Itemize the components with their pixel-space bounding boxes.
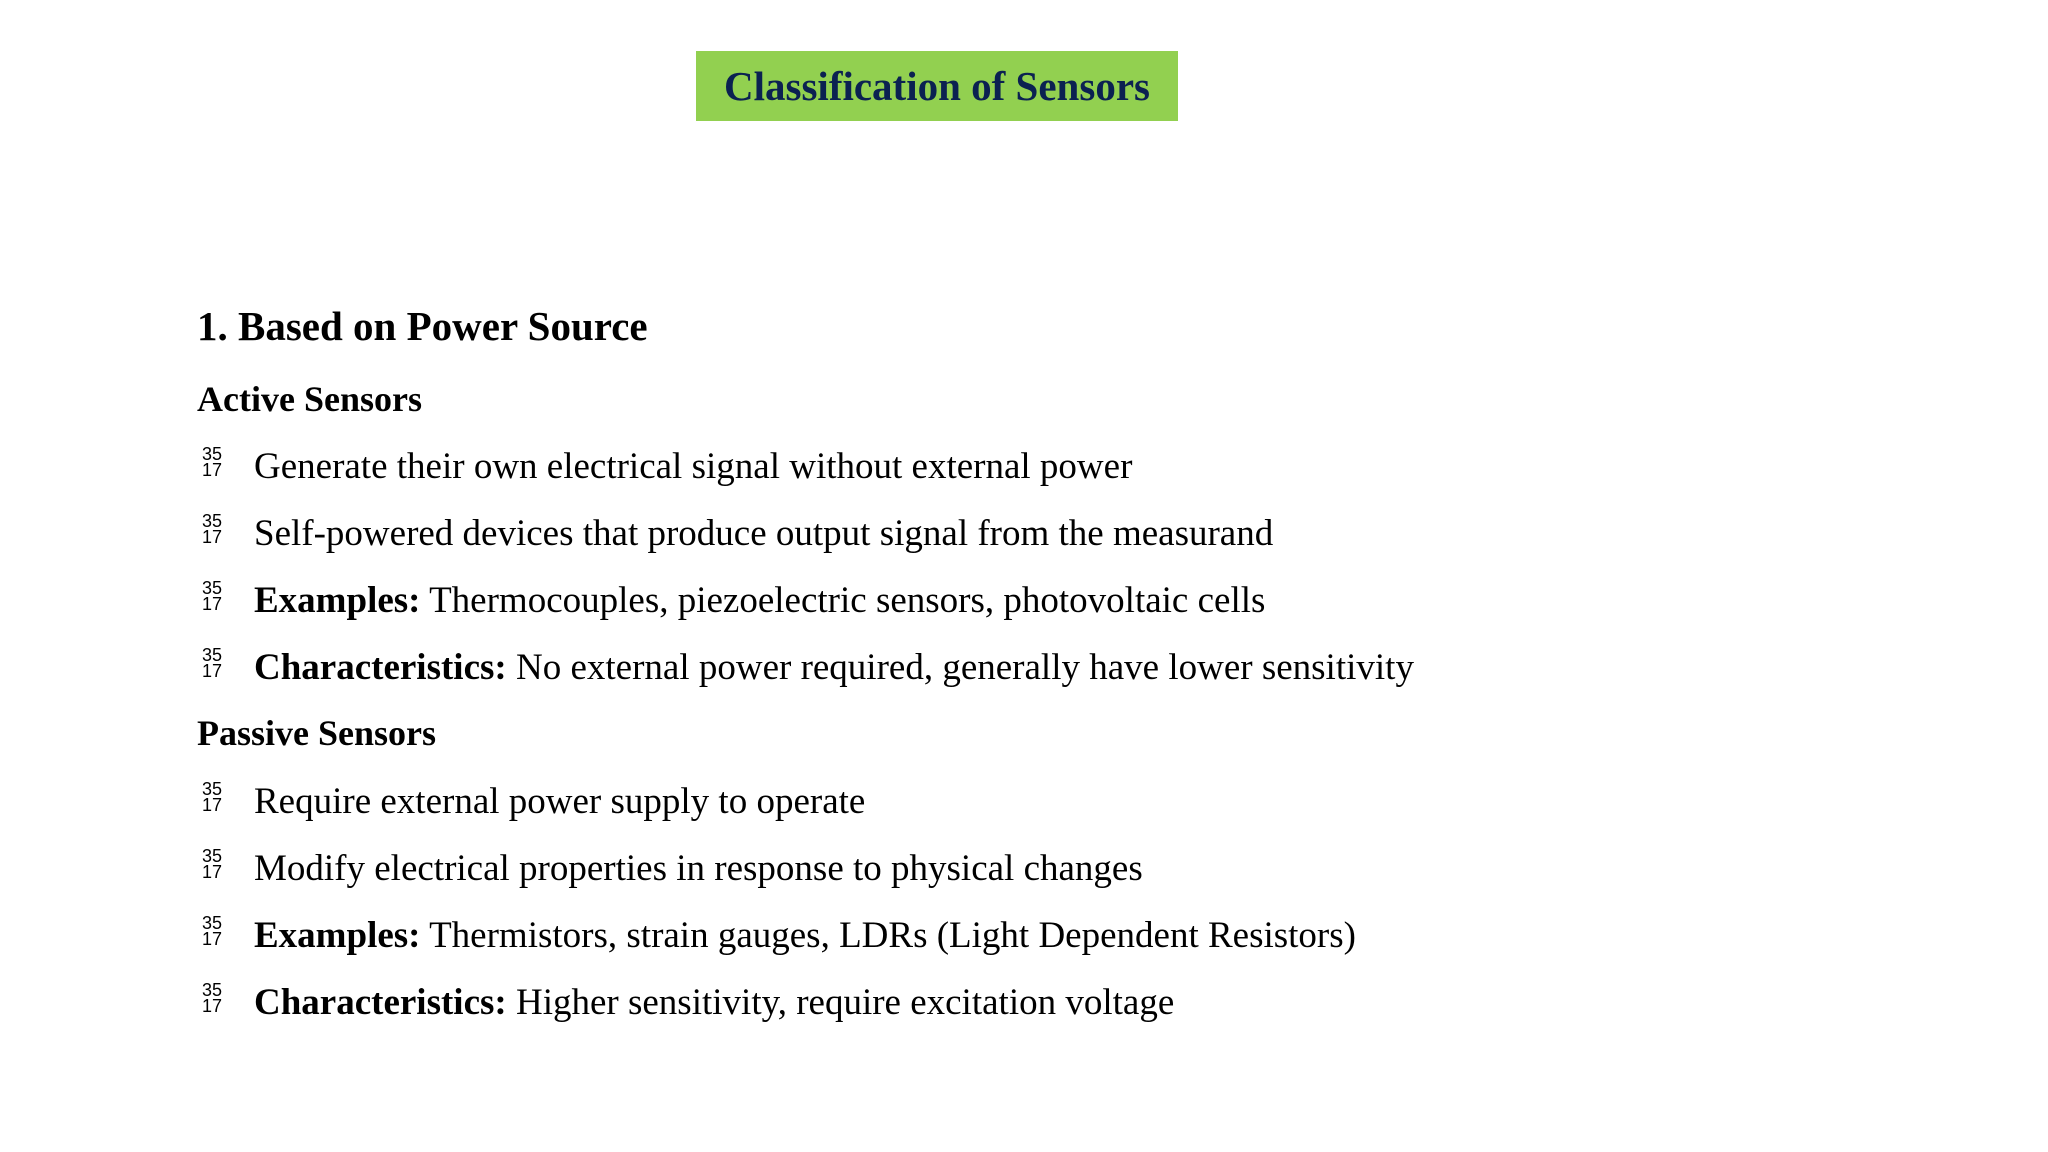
bullet-marker: 35 17 [201,980,223,1016]
bullet-text: Examples: Thermocouples, piezoelectric sensors, photovoltaic cells [254,579,1266,621]
list-item [197,575,1265,625]
bullet-text: Require external power supply to operate [254,780,866,822]
section-heading: 1. Based on Power Source [197,303,648,349]
bullet-marker: 35 17 [201,444,223,480]
slide-title: Classification of Sensors [724,63,1150,109]
bullet-text: Modify electrical properties in response to physical changes [254,847,1143,889]
list-item [197,843,1143,893]
bullet-marker: 35 17 [201,511,223,547]
bullet-marker: 35 17 [201,578,223,614]
subheading-active-sensors: Active Sensors [197,379,422,419]
list-item [197,642,1414,692]
list-item [197,977,1174,1027]
slide-title-box [696,51,1178,121]
bullet-marker: 35 17 [201,645,223,681]
list-item [197,776,865,826]
subheading-passive-sensors: Passive Sensors [197,713,437,753]
bullet-text: Self-powered devices that produce output signal from the measurand [254,512,1274,554]
list-item [197,441,1132,491]
bullet-marker: 35 17 [201,913,223,949]
bullet-marker: 35 17 [201,779,223,815]
bullet-marker: 35 17 [201,846,223,882]
bullet-text: Characteristics: No external power required, generally have lower sensitivity [254,646,1414,688]
bullet-text: Generate their own electrical signal without external power [254,445,1133,487]
bullet-text: Examples: Thermistors, strain gauges, LDRs (Light Dependent Resistors) [254,914,1356,956]
list-item [197,910,1356,960]
list-item [197,508,1273,558]
bullet-text: Characteristics: Higher sensitivity, require excitation voltage [254,981,1175,1023]
